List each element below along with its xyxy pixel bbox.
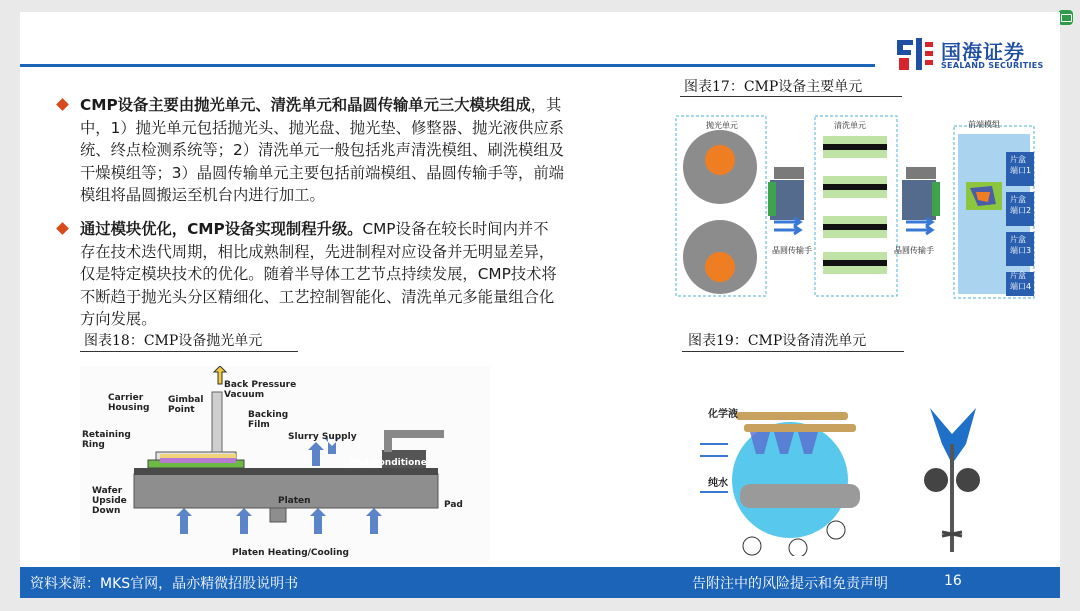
fig17-title: 图表17：CMP设备主要单元: [684, 79, 863, 95]
polish-head-2: [705, 252, 735, 282]
bullet-diamond-icon: [56, 98, 69, 111]
bullet-diamond-icon: [56, 222, 69, 235]
pad: [134, 468, 438, 475]
brush-gear-right: [956, 468, 980, 492]
label-platen: Platen: [278, 496, 311, 506]
port-2-label: 片盒 端口2: [1010, 195, 1032, 215]
fig17-title-rule: [680, 96, 902, 97]
wafer: [160, 458, 236, 463]
label-wafer: Wafer Upside Down: [92, 486, 127, 516]
bullet-1-heading: CMP设备主要由抛光单元、清洗单元和晶圆传输单元三大模块组成: [80, 96, 531, 114]
bullet-2-line-4: 不断趋于抛光头分区精细化、工艺控制智能化、清洗单元多能量组合化: [80, 287, 555, 306]
arrow-icon: [906, 226, 932, 234]
arrow-icon: [774, 226, 800, 234]
port-1-label: 片盒 端口1: [1010, 155, 1032, 175]
transfer-robot-2-label: 晶圆传输手: [894, 246, 934, 255]
polish-head-1: [705, 145, 735, 175]
bullet-1-line-3: 统、终点检测系统等；2）清洗单元一般包括兆声清洗模组、刷洗模组及: [80, 141, 564, 159]
bullet-paragraph-1: [80, 94, 650, 207]
brush-gear-left: [924, 468, 948, 492]
fig18-title-rule: [80, 351, 298, 352]
label-backing-film: Backing Film: [248, 410, 289, 430]
label-gimbal: Gimbal Point: [168, 395, 204, 415]
fig19-title: 图表19：CMP设备清洗单元: [688, 333, 867, 349]
label-carrier: Carrier Housing: [108, 393, 150, 413]
transfer-robot-1-label: 晶圆传输手: [772, 246, 812, 255]
slide: [20, 12, 1060, 598]
bullet-2-line-3: 仅是特定模块技术的优化。随着半导体工艺节点持续发展，CMP技术将: [80, 265, 557, 283]
bullet-2-line-5: 方向发展。: [80, 310, 157, 328]
bullet-2-line-2: 存在技术迭代周期，相比成熟制程，先进制程对应设备并无明显差异，: [80, 242, 555, 261]
bullet-1-line-1: CMP设备主要由抛光单元、清洗单元和晶圆传输单元三大模块组成，其: [80, 96, 562, 114]
bullet-paragraph-2: [80, 218, 650, 331]
label-pad-conditioner: Pad Conditioner: [350, 458, 432, 468]
footer-bar: [20, 567, 1060, 598]
bullet-1-line-2: 中，1）抛光单元包括抛光头、抛光盘、抛光垫、修整器、抛光液供应系: [80, 118, 564, 137]
backing-film: [160, 454, 236, 458]
logo-mark-icon: [895, 34, 935, 74]
fig18-title: 图表18：CMP设备抛光单元: [84, 333, 263, 349]
brand-name-en: SEALAND SECURITIES: [941, 61, 1044, 70]
bullet-2-line-1: 通过模块优化，CMP设备实现制程升级。CMP设备在较长时间内并不: [80, 220, 549, 238]
pure-water-label: 纯水: [708, 478, 728, 489]
label-pad: Pad: [444, 500, 463, 510]
footer-source: 资料来源：MKS官网，晶亦精微招股说明书: [30, 576, 299, 592]
brush-roller: [740, 484, 860, 508]
bullet-1-line-4: 干燥模组等；3）晶圆传输单元主要包括前端模组、晶圆传输手等，前端: [80, 163, 564, 182]
chem-liquid-label: 化学液: [708, 409, 738, 420]
bullet-1-line-5: 模组将晶圆搬运至机台内进行加工。: [80, 186, 325, 204]
fig17-diagram: [670, 112, 1035, 302]
label-back-pressure: Back Pressure Vacuum: [224, 380, 297, 400]
page-number: 16: [944, 573, 962, 589]
front-module-label: 前端模组: [968, 120, 1000, 129]
brand-name-cn: 国海证券: [941, 40, 1025, 64]
footer-disclaimer: 告附注中的风险提示和免责声明: [692, 576, 888, 592]
label-heating: Platen Heating/Cooling: [232, 548, 349, 558]
polish-unit-label: 抛光单元: [706, 121, 738, 130]
carrier-shaft: [212, 392, 222, 452]
screen-capture-icon[interactable]: [1058, 10, 1073, 25]
port-4-label: 片盒 端口4: [1010, 271, 1032, 291]
label-slurry: Slurry Supply: [288, 432, 357, 442]
label-retaining-ring: Retaining Ring: [82, 430, 131, 450]
brand-logo: [895, 34, 1060, 74]
header-rule: [20, 64, 875, 67]
fig19-title-rule: [682, 351, 904, 352]
clean-unit-label: 清洗单元: [834, 121, 866, 130]
port-3-label: 片盒 端口3: [1010, 235, 1032, 255]
bullet-2-heading: 通过模块优化，CMP设备实现制程升级。: [80, 220, 363, 238]
